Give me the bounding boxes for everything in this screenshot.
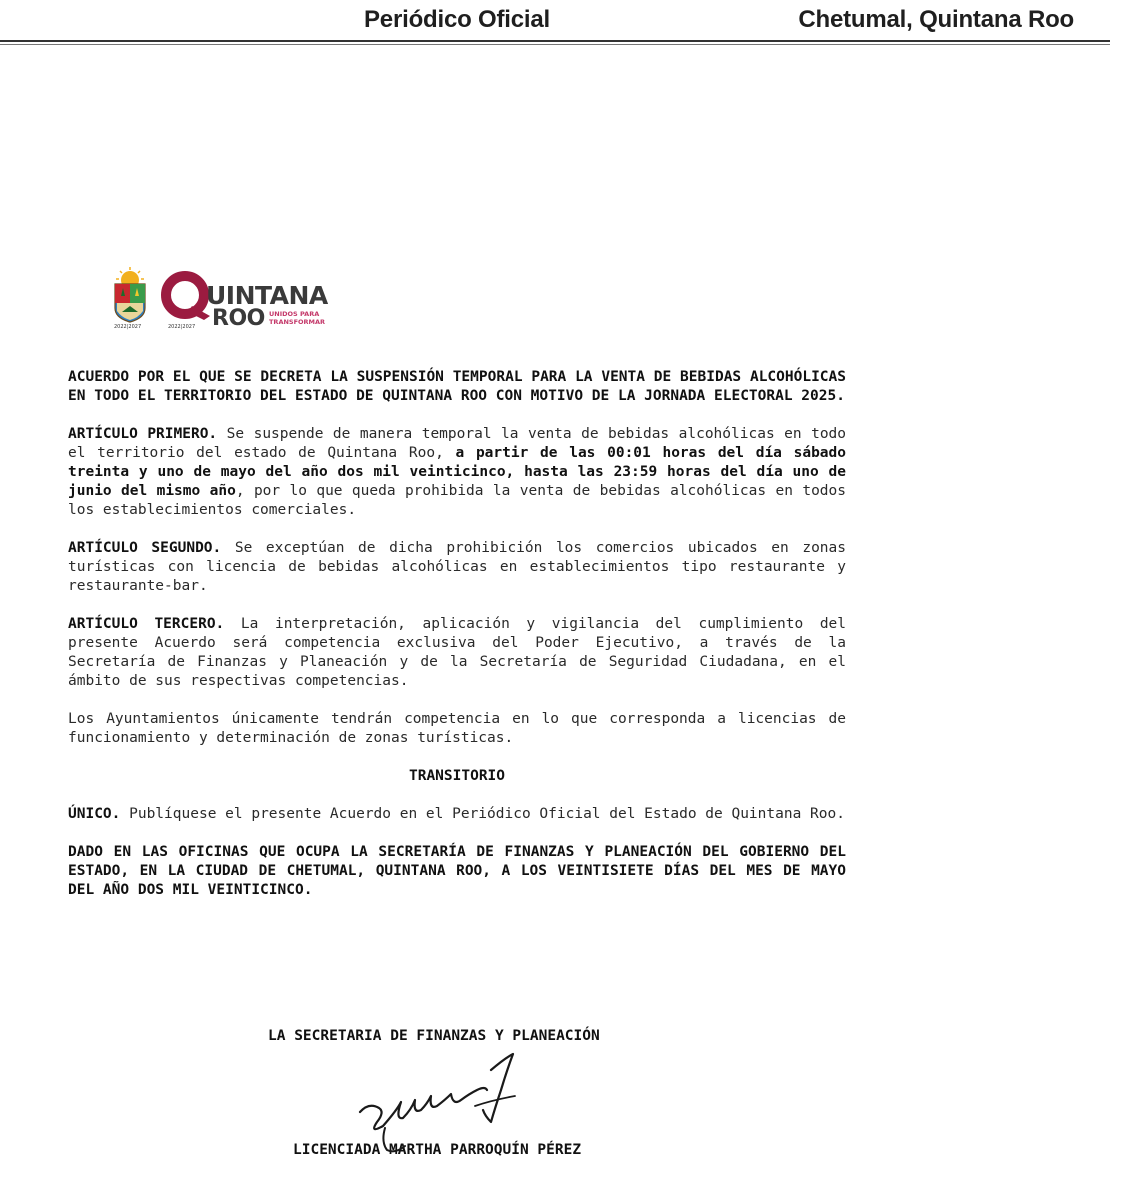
unico-heading: ÚNICO.	[68, 806, 121, 822]
header-rule-secondary	[0, 44, 1110, 45]
signatory-office: LA SECRETARIA DE FINANZAS Y PLANEACIÓN	[268, 1028, 600, 1044]
wordmark-roo: ROO	[212, 306, 265, 330]
brand-years-label: 2022|2027	[168, 324, 196, 330]
article-primero-dates: a partir de las 00:01 horas del día sábado treinta y uno de mayo del año dos mil veinticinco, hasta las 23:59 horas del día uno de junio del mismo año	[68, 445, 846, 499]
unico-paragraph	[68, 805, 846, 824]
shield-years-label: 2022|2027	[114, 324, 142, 330]
article-segundo	[68, 539, 846, 596]
coat-of-arms-icon	[115, 267, 145, 322]
article-segundo-heading: ARTÍCULO SEGUNDO.	[68, 540, 222, 556]
tagline-line2: TRANSFORMAR	[269, 318, 326, 326]
government-logo	[112, 266, 342, 330]
article-primero-text-a: Se suspende de manera temporal la venta de bebidas alcohólicas en todo el territorio del estado de Quintana Roo,	[68, 426, 847, 461]
ayuntamientos-paragraph: Los Ayuntamientos únicamente tendrán competencia en lo que corresponda a licencias de funcionamiento y determinación de zonas turísticas.	[68, 711, 846, 746]
article-primero	[68, 425, 846, 520]
decree-body	[68, 368, 846, 900]
dado-paragraph: DADO EN LAS OFICINAS QUE OCUPA LA SECRETARÍA DE FINANZAS Y PLANEACIÓN DEL GOBIERNO DEL ESTADO, EN LA CIUDAD DE CHETUMAL, QUINTANA ROO, A LOS VEINTISIETE DÍAS DEL MES DE MAYO DEL AÑO DOS MIL VEINTICINCO.	[68, 844, 846, 898]
article-tercero-heading: ARTÍCULO TERCERO.	[68, 616, 225, 632]
transitorio-heading: TRANSITORIO	[408, 768, 506, 784]
header-rule	[0, 40, 1110, 42]
publication-title: Periódico Oficial	[364, 6, 550, 33]
page-header	[0, 0, 1110, 44]
quintana-roo-mark-icon	[166, 276, 210, 320]
article-primero-heading: ARTÍCULO PRIMERO.	[68, 426, 218, 442]
tagline-line1: UNIDOS PARA	[269, 310, 320, 318]
unico-text: Publíquese el presente Acuerdo en el Periódico Oficial del Estado de Quintana Roo.	[120, 806, 845, 822]
signatory-name: LICENCIADA MARTHA PARROQUÍN PÉREZ	[293, 1142, 582, 1158]
wordmark-quintana: UINTANA	[206, 281, 328, 310]
article-primero-text-b: , por lo que queda prohibida la venta de bebidas alcohólicas en todos los establecimientos comerciales.	[68, 483, 846, 518]
article-segundo-text: Se exceptúan de dicha prohibición los comercios ubicados en zonas turísticas con licencia de bebidas alcohólicas en establecimientos tipo restaurante y restaurante-bar.	[68, 540, 846, 594]
article-tercero	[68, 615, 846, 691]
handwritten-signature	[355, 1050, 530, 1160]
article-tercero-text: La interpretación, aplicación y vigilancia del cumplimiento del presente Acuerdo será competencia exclusiva del Poder Ejecutivo, a través de la Secretaría de Finanzas y Planeación y de la Secretaría de Seguridad Ciudadana, en el ámbito de sus respectivas competencias.	[68, 616, 847, 689]
decree-title: ACUERDO POR EL QUE SE DECRETA LA SUSPENSIÓN TEMPORAL PARA LA VENTA DE BEBIDAS ALCOHÓLICAS EN TODO EL TERRITORIO DEL ESTADO DE QUINTANA ROO CON MOTIVO DE LA JORNADA ELECTORAL 2025.	[68, 369, 846, 404]
publication-location: Chetumal, Quintana Roo	[798, 6, 1074, 33]
